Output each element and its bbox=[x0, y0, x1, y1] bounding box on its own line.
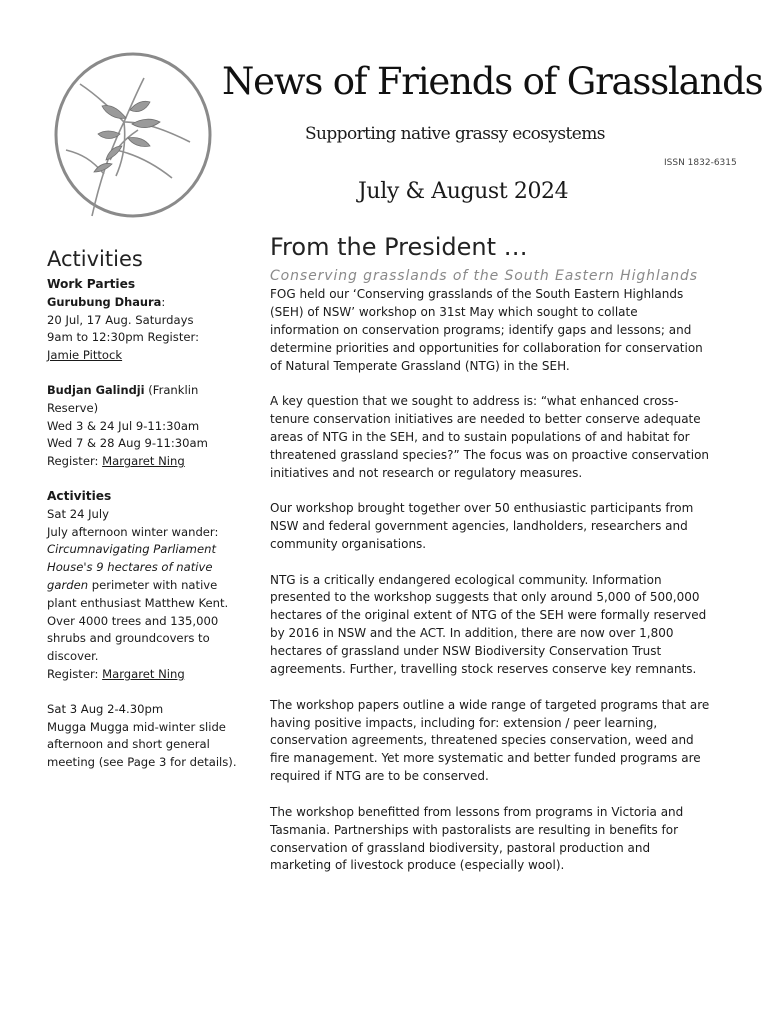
event1-text-before: July afternoon winter wander: bbox=[47, 524, 219, 539]
event2-date: Sat 3 Aug 2-4.30pm bbox=[47, 701, 164, 716]
activities-subheading: Activities bbox=[47, 488, 112, 503]
activities-sidebar bbox=[47, 246, 242, 789]
work-parties-heading: Work Parties bbox=[47, 277, 136, 291]
work-parties-section bbox=[47, 276, 242, 365]
article-paragraph: FOG held our ‘Conserving grasslands of the South Eastern Highlands (SEH) of NSW’ workshop on 31st May which sought to collate information on conservation programs; identify gaps and lessons; and determine priorities and opportunities for collaboration for conservation of Natural Temperate Grassland (NTG) in the SEH. bbox=[270, 287, 703, 373]
budjan-register-label: Register: bbox=[47, 454, 103, 469]
fog-logo bbox=[52, 50, 214, 220]
event1-date: Sat 24 July bbox=[47, 506, 109, 521]
article-paragraph: A key question that we sought to address is: “what enhanced cross-tenure conservation initiatives are needed to better conserve adequate areas of NTG in the SEH, and to sustain populations of and habitat for threatened grassland species?” The focus was on proactive conservation initiatives and not research or regulatory measures. bbox=[270, 394, 710, 480]
event1-text-after: perimeter with native plant enthusiast Matthew Kent. Over 4000 trees and 135,000 shrubs and groundcovers to discover. bbox=[47, 577, 229, 664]
budjan-section bbox=[47, 382, 242, 471]
gurubung-place: Gurubung Dhaura bbox=[47, 294, 162, 309]
activities-section bbox=[47, 488, 242, 684]
gurubung-place-line bbox=[47, 294, 242, 312]
event1-register-label: Register: bbox=[47, 666, 103, 681]
budjan-place-line bbox=[47, 382, 242, 418]
article-paragraph: Our workshop brought together over 50 enthusiastic participants from NSW and federal government agencies, landholders, researchers and community organisations. bbox=[270, 501, 694, 552]
event2-section bbox=[47, 701, 242, 772]
article-paragraph: NTG is a critically endangered ecological community. Information presented to the workshop suggests that only around 5,000 of 500,000 hectares of the original extent of NTG of the SEH were formally reserved by 2016 in NSW and the ACT. In addition, there are now over 1,800 hectares of grassland under NSW Biodiversity Conservation Trust agreements. Further, travelling stock reserves conserve key remnants. bbox=[270, 572, 707, 677]
budjan-august-dates: Wed 7 & 28 Aug 9-11:30am bbox=[47, 436, 208, 451]
event2-description: Mugga Mugga mid-winter slide afternoon and short general meeting (see Page 3 for details). bbox=[47, 719, 237, 770]
issn-number: ISSN 1832-6315 bbox=[664, 158, 737, 168]
issue-date: July & August 2024 bbox=[358, 179, 569, 204]
event1-contact-link[interactable]: Margaret Ning bbox=[102, 666, 185, 681]
budjan-place: Budjan Galindji bbox=[47, 382, 145, 397]
article-paragraph: The workshop papers outline a wide range of targeted programs that are having positive impacts, including for: extension / peer learning, conservation agreements, threatened species conservation, weed and fire management. Yet more systematic and better funded programs are required if NTG are to be conserved. bbox=[270, 697, 710, 784]
article-subtitle: Conserving grasslands of the South Eastern Highlands bbox=[270, 268, 698, 284]
gurubung-contact-link[interactable]: Jamie Pittock bbox=[47, 348, 123, 363]
article-heading: From the President … bbox=[270, 233, 528, 261]
budjan-contact-link[interactable]: Margaret Ning bbox=[102, 454, 185, 469]
newsletter-title: News of Friends of Grasslands bbox=[222, 60, 763, 103]
newsletter-tagline: Supporting native grassy ecosystems bbox=[305, 124, 605, 144]
grass-seedhead-logo-icon bbox=[52, 50, 214, 220]
event1-description bbox=[47, 524, 242, 666]
president-article bbox=[270, 230, 710, 893]
article-paragraph: The workshop benefitted from lessons from programs in Victoria and Tasmania. Partnerships with pastoralists are resulting in benefits for conservation of grassland biodiversity, pastoral production and marketing of livestock produce (especially wool). bbox=[270, 804, 684, 873]
budjan-july-dates: Wed 3 & 24 Jul 9-11:30am bbox=[47, 418, 200, 433]
event1-text-italic: Circumnavigating Parliament House's 9 hectares of native garden bbox=[47, 542, 216, 592]
gurubung-dates: 20 Jul, 17 Aug. Saturdays bbox=[47, 312, 194, 327]
sidebar-heading: Activities bbox=[47, 247, 143, 271]
gurubung-colon: : bbox=[161, 294, 166, 309]
budjan-place-suffix: (Franklin Reserve) bbox=[47, 382, 199, 415]
gurubung-time: 9am to 12:30pm Register: bbox=[47, 330, 199, 345]
